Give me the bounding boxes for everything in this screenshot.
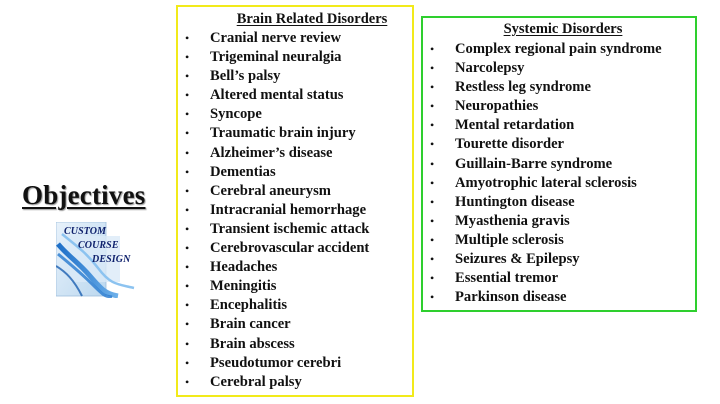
list-item-label: Brain abscess — [210, 335, 295, 352]
bullet-icon: • — [430, 61, 435, 76]
bullet-icon: • — [430, 290, 435, 305]
bullet-icon: • — [430, 156, 435, 171]
list-item-label: Cerebrovascular accident — [210, 240, 370, 257]
list-item — [184, 354, 369, 373]
list-item-label: Neuropathies — [455, 98, 539, 115]
list-item — [429, 212, 662, 231]
custom-course-design-logo — [56, 222, 138, 298]
brain-disorders-list — [184, 29, 369, 392]
bullet-icon: • — [430, 271, 435, 286]
bullet-icon: • — [185, 202, 190, 217]
list-item-label: Dementias — [210, 163, 276, 180]
list-item — [429, 155, 662, 174]
list-item — [429, 288, 662, 307]
list-item — [429, 59, 662, 78]
list-item-label: Essential tremor — [455, 270, 559, 287]
bullet-icon: • — [185, 183, 190, 198]
bullet-icon: • — [185, 164, 190, 179]
bullet-icon: • — [185, 50, 190, 65]
bullet-icon: • — [430, 42, 435, 56]
logo-text-design: DESIGN — [92, 254, 131, 265]
brain-disorders-heading: Brain Related Disorders — [236, 11, 388, 27]
list-item — [184, 201, 369, 220]
bullet-icon: • — [430, 80, 435, 95]
list-item — [184, 67, 369, 86]
list-item-label: Narcolepsy — [455, 60, 525, 77]
objectives-title: Objectives — [22, 180, 146, 210]
list-item-label: Meningitis — [210, 278, 277, 295]
systemic-disorders-box — [421, 16, 697, 312]
list-item — [429, 231, 662, 250]
bullet-icon: • — [430, 194, 435, 209]
logo-text-course: COURSE — [78, 240, 119, 251]
list-item — [184, 315, 369, 334]
list-item — [184, 277, 369, 296]
list-item — [184, 373, 369, 392]
logo-text-custom: CUSTOM — [64, 226, 107, 237]
list-item-label: Syncope — [210, 106, 262, 123]
list-item-label: Altered mental status — [210, 87, 344, 104]
bullet-icon: • — [430, 99, 435, 114]
bullet-icon: • — [430, 232, 435, 247]
bullet-icon: • — [185, 279, 190, 294]
bullet-icon: • — [430, 175, 435, 190]
list-item — [429, 269, 662, 288]
list-item — [184, 335, 369, 354]
bullet-icon: • — [185, 88, 190, 103]
list-item-label: Myasthenia gravis — [455, 212, 570, 229]
list-item-label: Parkinson disease — [455, 289, 567, 306]
bullet-icon: • — [185, 374, 190, 389]
list-item-label: Brain cancer — [210, 316, 291, 333]
bullet-icon: • — [185, 260, 190, 275]
list-item-label: Seizures & Epilepsy — [455, 251, 580, 268]
list-item — [429, 135, 662, 154]
list-item — [184, 239, 369, 258]
list-item-label: Intracranial hemorrhage — [210, 201, 367, 218]
list-item — [184, 296, 369, 315]
list-item-label: Cerebral palsy — [210, 373, 302, 390]
list-item — [429, 193, 662, 212]
list-item-label: Alzheimer’s disease — [210, 144, 333, 161]
bullet-icon: • — [185, 31, 190, 45]
bullet-icon: • — [185, 221, 190, 236]
bullet-icon: • — [185, 145, 190, 160]
list-item — [184, 163, 369, 182]
bullet-icon: • — [430, 118, 435, 133]
list-item-label: Tourette disorder — [455, 136, 565, 153]
list-item — [429, 40, 662, 59]
bullet-icon: • — [430, 252, 435, 267]
list-item-label: Huntington disease — [455, 193, 575, 210]
brain-disorders-box — [176, 5, 414, 397]
list-item-label: Pseudotumor cerebri — [210, 354, 342, 371]
bullet-icon: • — [185, 336, 190, 351]
list-item-label: Multiple sclerosis — [455, 231, 564, 248]
list-item-label: Mental retardation — [455, 117, 575, 134]
list-item — [184, 220, 369, 239]
bullet-icon: • — [185, 298, 190, 313]
list-item-label: Complex regional pain syndrome — [455, 41, 662, 57]
list-item-label: Transient ischemic attack — [210, 220, 370, 237]
list-item-label: Cerebral aneurysm — [210, 182, 331, 199]
bullet-icon: • — [185, 126, 190, 141]
list-item — [184, 86, 369, 105]
list-item — [184, 29, 369, 48]
list-item — [429, 250, 662, 269]
list-item-label: Restless leg syndrome — [455, 79, 591, 96]
list-item — [184, 258, 369, 277]
list-item-label: Bell’s palsy — [210, 68, 281, 85]
list-item-label: Encephalitis — [210, 297, 288, 314]
list-item — [184, 48, 369, 67]
systemic-disorders-list — [429, 40, 662, 307]
systemic-disorders-heading: Systemic Disorders — [503, 21, 623, 37]
list-item-label: Amyotrophic lateral sclerosis — [455, 174, 637, 191]
bullet-icon: • — [185, 69, 190, 84]
list-item — [429, 78, 662, 97]
list-item-label: Traumatic brain injury — [210, 125, 356, 142]
bullet-icon: • — [185, 241, 190, 256]
list-item — [184, 124, 369, 143]
list-item — [184, 182, 369, 201]
list-item — [429, 174, 662, 193]
list-item-label: Headaches — [210, 259, 278, 276]
bullet-icon: • — [430, 213, 435, 228]
bullet-icon: • — [185, 107, 190, 122]
list-item-label: Guillain-Barre syndrome — [455, 155, 613, 172]
bullet-icon: • — [185, 355, 190, 370]
list-item — [429, 116, 662, 135]
list-item — [184, 144, 369, 163]
bullet-icon: • — [430, 137, 435, 152]
list-item — [184, 105, 369, 124]
list-item-label: Trigeminal neuralgia — [210, 49, 342, 66]
list-item-label: Cranial nerve review — [210, 30, 342, 46]
bullet-icon: • — [185, 317, 190, 332]
list-item — [429, 97, 662, 116]
